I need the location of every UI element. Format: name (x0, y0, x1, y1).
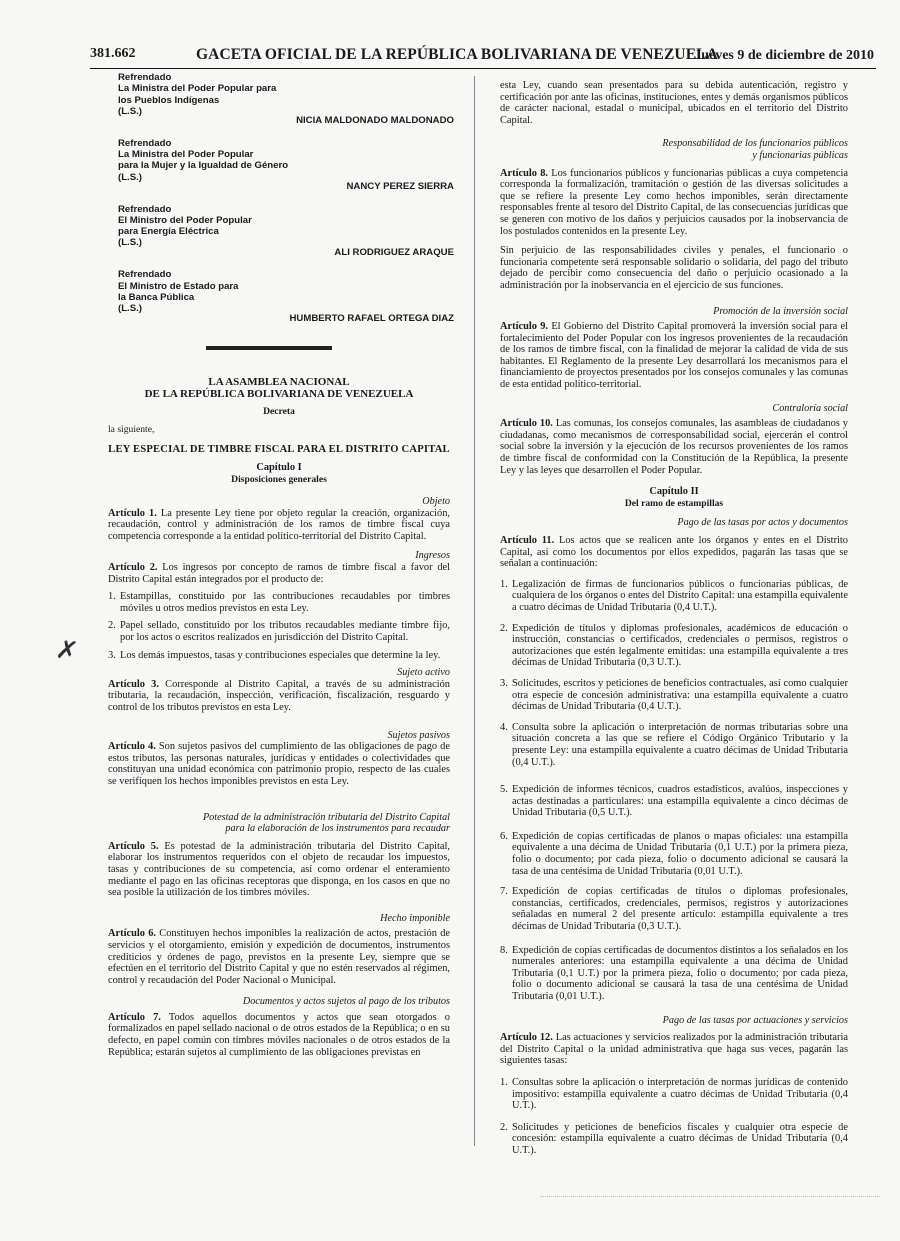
list-item: 3. Los demás impuestos, tasas y contribuciones especiales que determine la ley. (108, 649, 441, 661)
assembly-line: DE LA REPÚBLICA BOLIVARIANA DE VENEZUELA (144, 388, 414, 401)
article-heading: Sujetos pasivos (387, 729, 450, 741)
article-text: Los actos que se realicen ante los órganos y entes en el Distrito Capital, así como los documentos por ellos expedidos, pagarán las tasas que se señalan a continuación: (500, 535, 848, 570)
article-8-paragraph: Sin perjuicio de las responsabilidades civiles y penales, el funcionario o funcionaria competente será responsable solidario o solidaria, del pago del tributo dejado de percibir como consecuencia del daño o perjuicio ocasionado a la administración por la inobservancia en el ejercicio de sus funciones. (500, 245, 848, 291)
article-label: Artículo 12. (500, 1032, 553, 1044)
list-item: 1. Consultas sobre la aplicación o interpretación de normas jurídicas de contenido impositivo: estampilla equivalente a cuatro décimas de Unidad Tributaria (0,4 U.T.). (500, 1076, 848, 1112)
signatory-name: ALI RODRIGUEZ ARAQUE (334, 246, 454, 258)
article-10 (500, 418, 848, 476)
article-text: Es potestad de la administración tributaria del Distrito Capital, elaborar los instrumentos requeridos con el objeto de recaudar los impuestos, tasas y contribuciones de su competencia, así como ordenar el enteramiento mediante el pago en las oficinas receptoras que disponga, en los casos en que no sea posible la utilización de los timbres móviles. (108, 840, 451, 899)
gazette-title: GACETA OFICIAL DE LA REPÚBLICA BOLIVARIANA DE VENEZUELA (196, 46, 718, 63)
article-text: Constituyen hechos imponibles la realización de actos, prestación de servicios y el otorgamiento, emisión y expedición de documentos, instrumentos crediticios y órdenes de pago, previstos en la presente Ley, siempre que se efectúen en el territorio del Distrito Capital y que no estén reservados al régimen, control y recaudación del Poder Nacional o Municipal. (108, 928, 450, 986)
article-1 (108, 508, 450, 543)
page-number: 381.662 (90, 46, 136, 61)
list-item: 3. Solicitudes, escritos y peticiones de beneficios contractuales, así como cualquier otra especie de concesión administrativa: una estampilla equivalente a cuatro décimas de Unidad Tributaria (0,4 U.T.). (500, 677, 848, 713)
article-heading: Pago de las tasas por actuaciones y servicios (662, 1014, 848, 1026)
signature-seal: (L.S.) (118, 237, 142, 249)
signature-office: El Ministro de Estado para (118, 280, 239, 292)
article-label: Artículo 11. (500, 535, 555, 546)
article-7-continuation: esta Ley, cuando sean presentados para su debida autenticación, registro y certificación por ante las oficinas, instituciones, entes y demás organismos públicos de carácter nacional, estadal o municipal, ubicados en el territorio del Distrito Capital. (500, 80, 848, 126)
article-heading: Hecho imponible (380, 912, 450, 924)
chapter-name: Disposiciones generales (231, 473, 327, 485)
signature-office: la Banca Pública (118, 291, 195, 303)
list-item: 2. Solicitudes y peticiones de beneficios fiscales y cualquier otra especie de concesión: estampilla equivalente a cuatro décimas de Unidad Tributaria (0,4 U.T.). (500, 1121, 848, 1156)
article-heading: Contraloría social (772, 402, 848, 414)
article-label: Artículo 8. (500, 167, 548, 179)
column-divider (474, 76, 475, 1146)
signature-ref: Refrendado (118, 72, 172, 83)
article-heading: y funcionarias públicas (752, 149, 848, 161)
article-heading: Pago de las tasas por actos y documentos (677, 517, 848, 529)
list-item: 1. Estampillas, constituido por las contribuciones recaudables por timbres móviles u otros medios previstos en esta Ley. (108, 591, 450, 614)
article-text: Las comunas, los consejos comunales, las asambleas de ciudadanos y ciudadanas, como mecanismos de corresponsabilidad social, ejercerán el control social sobre la inversión y la ejecución de los recursos provenientes de los ramos de timbre fiscal de conformidad con la Constitución de la República, la presente Ley y las leyes que desarrollen el Poder Popular. (500, 418, 848, 476)
signature-seal: (L.S.) (118, 105, 142, 117)
list-item: 8. Expedición de copias certificadas de documentos distintos a los señalados en los numerales anteriores: una estampilla equivalente a una décima de Unidad Tributaria (0,1 U.T.) por la primera pieza, folio o documento; por cada pieza, folio o documento adicional se causará la tasa de una centésima de Unidad Tributaria (0,01 U.T.). (500, 944, 848, 1002)
chapter-number: Capítulo I (256, 461, 302, 473)
article-label: Artículo 7. (108, 1011, 161, 1023)
signatory-name: NICIA MALDONADO MALDONADO (296, 115, 454, 127)
list-item: 7. Expedición de copias certificadas de títulos o diplomas profesionales, constancias, certificados, credenciales, permisos, registros y autorizaciones señaladas en numeral 2 del presente artículo: estampilla equivalente a tres décimas de Unidad Tributaria (0,3 U.T.). (500, 886, 848, 933)
article-label: Artículo 4. (108, 741, 156, 753)
list-item: 4. Consulta sobre la aplicación o interpretación de normas tributarias sobre una situación concreta a las que se refiere el Código Orgánico Tributario y la presente Ley: una estampilla equivalente a cuatro décimas de Unidad Tributaria (0,4 U.T.). (500, 721, 848, 768)
list-item: 2. Papel sellado, constituido por los tributos recaudables mediante timbre fijo, por los actos o escritos realizados en jurisdicción del Distrito Capital. (108, 620, 450, 644)
handwritten-mark-icon: ✗ (53, 634, 81, 668)
signature-office: El Ministro del Poder Popular (118, 214, 252, 226)
signature-office: La Ministra del Poder Popular (118, 149, 254, 161)
signature-seal: (L.S.) (118, 303, 142, 315)
article-2 (108, 562, 450, 585)
article-text: Todos aquellos documentos y actos que sean otorgados o formalizados en papel sellado nacional o de otros estados de la República; o en su defecto, en papel común con timbres móviles nacionales o de otros estados de la República; estarán sujetos al cumplimiento de las obligaciones previstas en (108, 1011, 451, 1058)
article-6 (108, 928, 450, 986)
article-8 (500, 168, 848, 238)
article-11 (500, 535, 848, 570)
article-text: El Gobierno del Distrito Capital promoverá la inversión social para el fortalecimiento del Poder Popular con los ingresos provenientes de la recaudación de los ramos de timbre fiscal, con la finalidad de mejorar la calidad de vida de sus habitantes. El Reglamento de la presente Ley desarrollará los mecanismos para el financiamiento de proyectos presentados por los consejos comunales y las comunas de esta entidad político-territorial. (500, 321, 848, 391)
signature-block (108, 203, 454, 259)
signature-block (108, 72, 454, 127)
article-text: Las actuaciones y servicios realizados por la administración tributaria del Distrito Capital o la unidad administrativa que haga sus veces, pagarán las siguientes tasas: (500, 1032, 848, 1067)
article-heading: Promoción de la inversión social (713, 305, 848, 317)
signature-ref: Refrendado (118, 203, 172, 215)
article-label: Artículo 3. (108, 678, 159, 690)
article-text: Corresponde al Distrito Capital, a través de su administración tributaria, la recaudación, inspección, verificación, fiscalización, resguardo y control de los tributos previstos en esta Ley. (108, 678, 450, 713)
signature-ref: Refrendado (118, 269, 172, 281)
article-label: Artículo 2. (108, 562, 158, 574)
article-text: Son sujetos pasivos del cumplimiento de las obligaciones de pago de estos tributos, las personas naturales, jurídicas y entidades o colectividades que constituyan una unidad económica con patrimonio propio, respecto de las cuales se verifiquen los hechos imponibles previstos en esta Ley. (108, 741, 450, 787)
article-5 (108, 841, 450, 899)
scan-artifact (540, 1196, 880, 1198)
list-item: 2. Expedición de títulos y diplomas profesionales, académicos de educación o instrucción, constancias o certificados, credenciales o permisos, registros o autorizaciones que estén legalmente emitidas: una estampilla equivalente a tres décimas de Unidad Tributaria (0,3 U.T.). (500, 622, 848, 669)
decree-intro: la siguiente, (108, 423, 155, 435)
section-separator (206, 346, 332, 350)
signature-ref: Refrendado (118, 137, 172, 149)
assembly-heading (108, 376, 450, 400)
signature-block (108, 137, 454, 193)
list-item: 6. Expedición de copias certificadas de planos o mapas oficiales: una estampilla equivalente a una décima de Unidad Tributaria (0,1 U.T.) por la primera pieza, folio o documento; por cada pieza, folio o documento adicional se causará la tasa de una centésima de Unidad Tributaria (0,01 U.T.). (500, 830, 848, 877)
article-7 (108, 1012, 450, 1058)
article-heading: Ingresos (415, 550, 450, 562)
article-label: Artículo 5. (108, 840, 159, 852)
article-9 (500, 321, 848, 391)
signature-block (108, 269, 454, 324)
article-heading: Potestad de la administración tributaria del Distrito Capital (202, 811, 450, 823)
signature-office: para Energía Eléctrica (118, 226, 219, 238)
signatory-name: HUMBERTO RAFAEL ORTEGA DIAZ (289, 312, 454, 324)
decree-word: Decreta (263, 406, 295, 418)
gazette-date: Jueves 9 de diciembre de 2010 (694, 48, 874, 63)
article-2-list (108, 591, 450, 661)
article-heading: Documentos y actos sujetos al pago de los tributos (242, 996, 450, 1008)
article-heading: Responsabilidad de los funcionarios públicos (662, 138, 848, 150)
article-text: Los funcionarios públicos y funcionarias públicas a cuya competencia corresponda la formalización, tramitación o gestión de las diversas solicitudes a que se refiere la presente Ley como hechos imponibles, serán directamente responsables frente al tesoro del Distrito Capital, de las consecuencias jurídicas que se generen con motivo de los daños y perjuicios causados por la inobservancia de los postulados contenidos en la presente Ley. (500, 167, 848, 237)
signature-office: los Pueblos Indígenas (118, 94, 220, 106)
page-header (90, 44, 876, 69)
article-heading: Sujeto activo (397, 667, 450, 679)
article-text: Los ingresos por concepto de ramos de timbre fiscal a favor del Distrito Capital están integrados por el producto de: (108, 562, 451, 585)
article-heading: para la elaboración de los instrumentos para recaudar (225, 823, 450, 835)
assembly-line: LA ASAMBLEA NACIONAL (208, 376, 350, 389)
article-12-list (500, 1077, 848, 1157)
article-label: Artículo 6. (108, 928, 156, 940)
signature-seal: (L.S.) (118, 171, 142, 183)
left-column (108, 72, 454, 1058)
chapter-name: Del ramo de estampillas (624, 497, 724, 509)
article-3 (108, 679, 450, 714)
article-text: La presente Ley tiene por objeto regular la creación, organización, recaudación, control y administración de los ramos de timbre fiscal cuya competencia corresponde a la entidad político-territorial del Distrito Capital. (108, 507, 450, 542)
article-11-list (500, 579, 848, 1003)
article-label: Artículo 1. (108, 507, 157, 519)
article-label: Artículo 9. (500, 321, 549, 333)
signatory-name: NANCY PEREZ SIERRA (346, 180, 454, 192)
article-heading: Objeto (422, 496, 450, 508)
list-item: 5. Expedición de informes técnicos, cuadros estadísticos, avalúos, inspecciones y actas destinadas a particulares: una estampilla equivalente a cinco décimas de Unidad Tributaria (0,5 U.T.). (500, 784, 848, 819)
signature-office: La Ministra del Poder Popular para (118, 83, 277, 95)
right-column (500, 80, 848, 1157)
law-title: LEY ESPECIAL DE TIMBRE FISCAL PARA EL DISTRITO CAPITAL (108, 444, 450, 456)
article-label: Artículo 10. (500, 418, 553, 430)
article-4 (108, 741, 450, 787)
signature-office: para la Mujer y la Igualdad de Género (118, 160, 289, 172)
chapter-number: Capítulo II (649, 486, 699, 498)
list-item: 1. Legalización de firmas de funcionarios públicos o funcionarias públicas, de cualquiera de los órganos o entes del Distrito Capital: una estampilla equivalente a cuatro décimas de Unidad Tributaria (0,4 U.T.). (500, 578, 848, 613)
article-12 (500, 1032, 848, 1067)
